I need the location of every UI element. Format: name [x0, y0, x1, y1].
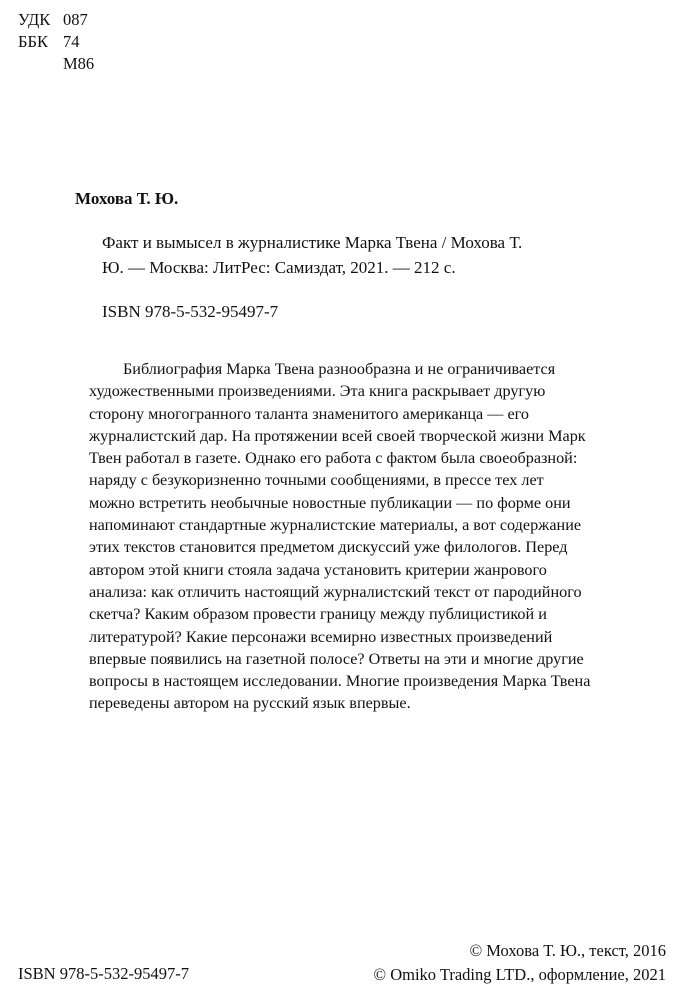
- bibliographic-line-1: Факт и вымысел в журналистике Марка Твена / Мохова Т.: [102, 233, 523, 252]
- annotation-line: скетча? Каким образом провести границу между публицистикой и: [89, 605, 547, 624]
- udk-label: УДК: [18, 10, 51, 29]
- bibliographic-record: [102, 230, 612, 280]
- copyright-text: © Мохова Т. Ю., текст, 2016: [469, 941, 666, 960]
- footer-isbn: ISBN 978-5-532-95497-7: [18, 964, 189, 983]
- annotation-line: сторону многогранного таланта знаменитого американца — его: [89, 404, 530, 423]
- annotation-line: художественными произведениями. Эта книга раскрывает другую: [89, 382, 546, 401]
- bbk-value: 74: [63, 32, 80, 51]
- annotation-line: журналистский дар. На протяжении всей своей творческой жизни Марк: [89, 426, 586, 445]
- annotation-line: впервые появились на газетной полосе? Ответы на эти и многие другие: [89, 649, 584, 668]
- copyright-block: [374, 939, 666, 987]
- annotation-line: переведены автором на русский язык впервые.: [89, 694, 411, 713]
- author-code: М86: [63, 54, 95, 73]
- udk-value: 087: [63, 10, 88, 29]
- annotation-line: можно встретить необычные новостные публикации — по форме они: [89, 493, 571, 512]
- annotation-line: анализа: как отличить настоящий журналистский текст от пародийного: [89, 582, 582, 601]
- author-code-row: [18, 53, 94, 75]
- annotation-line: Библиография Марка Твена разнообразна и не ограничивается: [123, 360, 556, 378]
- classification-codes: [18, 9, 94, 75]
- copyright-design: © Omiko Trading LTD., оформление, 2021: [373, 965, 666, 984]
- annotation-line: наряду с безукоризненно точными сообщениями, в прессе тех лет: [89, 471, 544, 490]
- annotation-line: напоминают стандартные журналистские материалы, а вот содержание: [89, 516, 582, 535]
- annotation-line: этих текстов становится предметом дискуссий уже филологов. Перед: [89, 538, 568, 557]
- bibliographic-line-2: Ю. — Москва: ЛитРес: Самиздат, 2021. — 212 с.: [102, 258, 456, 277]
- annotation-line: вопросы в настоящем исследовании. Многие произведения Марка Твена: [89, 672, 591, 691]
- bbk-label: ББК: [18, 32, 48, 51]
- annotation: [89, 358, 652, 715]
- author-name: Мохова Т. Ю.: [75, 189, 179, 208]
- udk-row: [18, 9, 94, 31]
- annotation-line: Твен работал в газете. Однако его работа с фактом была своеобразной:: [89, 449, 578, 468]
- bbk-row: [18, 31, 94, 53]
- annotation-line: литературой? Какие персонажи всемирно известных произведений: [89, 627, 553, 646]
- isbn: ISBN 978-5-532-95497-7: [102, 302, 279, 321]
- annotation-line: автором этой книги стояла задача установить критерии жанрового: [89, 560, 547, 579]
